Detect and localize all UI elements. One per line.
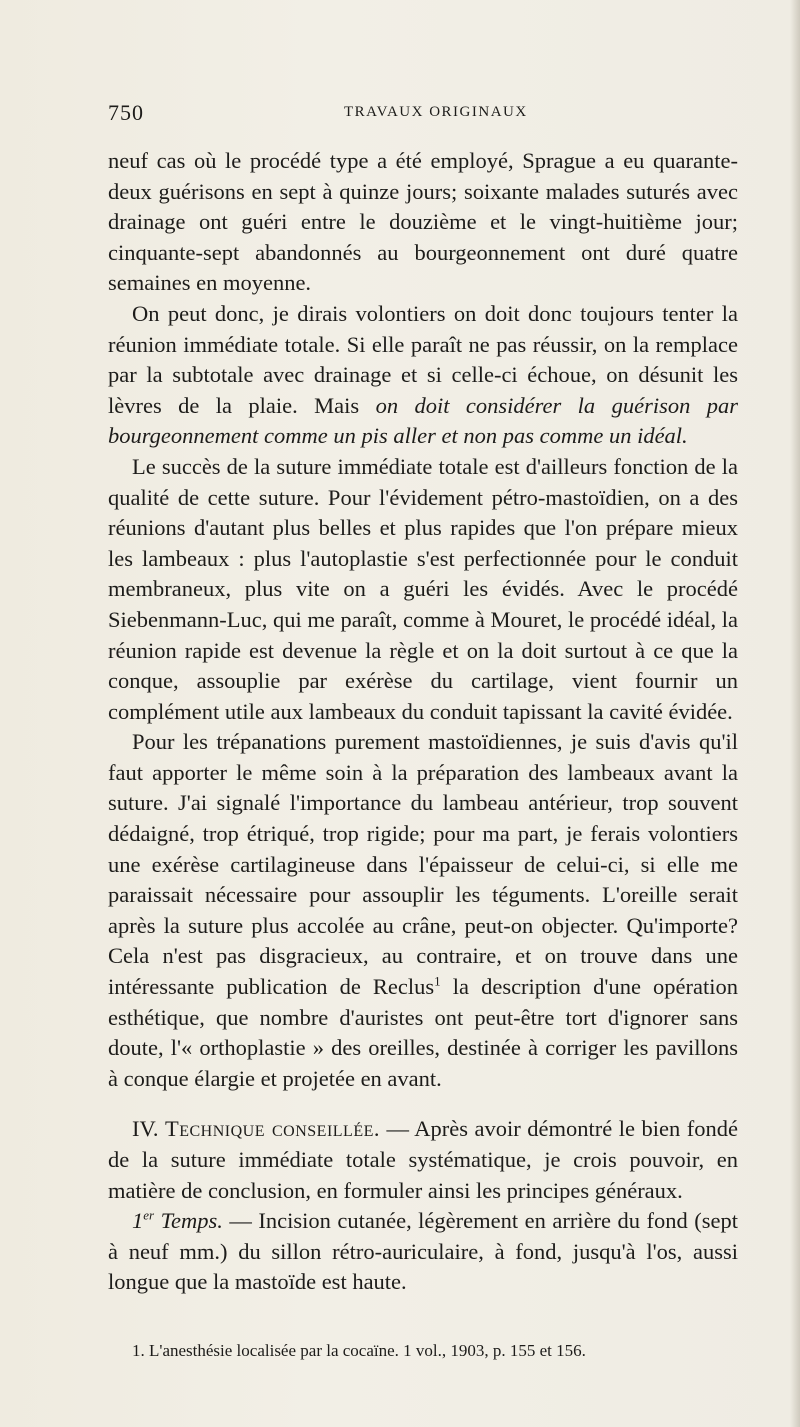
running-title: TRAVAUX ORIGINAUX — [344, 104, 528, 120]
page-edge-shadow — [790, 0, 800, 1427]
paragraph-2 — [108, 299, 738, 452]
page-number: 750 — [108, 100, 144, 125]
step-1 — [108, 1206, 738, 1298]
footnote-ref: 1 — [434, 973, 441, 989]
step-ordinal: er — [143, 1207, 155, 1223]
section-iv — [108, 1114, 738, 1206]
step-number: 1 — [132, 1208, 144, 1234]
paragraph-2-text: On peut donc, je dirais volontiers on doit donc toujours tenter la réunion immédiate totale. Si elle paraît ne pas réussir, on la remplace par la subtotale avec drainage et si celle-ci échoue, on désunit les lèvres de la plaie. Mais — [108, 300, 738, 418]
body-text — [108, 146, 738, 1298]
paragraph-1: neuf cas où le procédé type a été employé, Sprague a eu quarante-deux guérisons en sept à quinze jours; soixante malades suturés avec drainage ont guéri entre le douzième et le vingt-huitième jour; cinquante-sept abandonnés au bourgeonnement ont duré quatre semaines en moyenne. — [108, 148, 738, 296]
paragraph-2-emphasis: on doit considérer la guérison par bourgeonnement comme un pis aller et non pas comme un idéal. — [108, 392, 738, 449]
section-title: Technique conseillée. — [164, 1116, 381, 1142]
section-text: — Après avoir démontré le bien fondé de la suture immédiate totale systématique, je crois pouvoir, en matière de conclusion, en formuler ainsi les principes généraux. — [108, 1116, 738, 1203]
page-header — [108, 100, 740, 128]
paragraph-4-text-end: la description d'une opération esthétique, que nombre d'auristes ont peut-être tort d'ignorer sans doute, l'« orthoplastie » des oreilles, destinée à corriger les pavillons à conque élargie et projetée en avant. — [108, 974, 738, 1091]
paragraph-4 — [108, 727, 738, 1094]
footnote: 1. L'anesthésie localisée par la cocaïne. 1 vol., 1903, p. 155 et 156. — [132, 1341, 586, 1360]
step-text: — Incision cutanée, légèrement en arrière du fond (sept à neuf mm.) du sillon rétro-auriculaire, à fond, jusqu'à l'os, aussi longue que la mastoïde est haute. — [108, 1208, 738, 1295]
step-label: Temps. — [154, 1208, 223, 1234]
paragraph-4-text: Pour les trépanations purement mastoïdiennes, je suis d'avis qu'il faut apporter le même soin à la préparation des lambeaux avant la suture. J'ai signalé l'importance du lambeau antérieur, trop souvent dédaigné, trop étriqué, trop rigide; pour ma part, je ferais volontiers une exérèse cartilagineuse dans l'épaisseur de celui-ci, si elle me paraissait nécessaire pour assouplir les téguments. L'oreille serait après la suture plus accolée au crâne, peut-on objecter. Qu'importe? Cela n'est pas disgracieux, au contraire, et on trouve dans une intéressante publication de Reclus — [108, 729, 738, 1000]
paragraph-3: Le succès de la suture immédiate totale est d'ailleurs fonction de la qualité de cette suture. Pour l'évidement pétro-mastoïdien, on a des réunions d'autant plus belles et plus rapides que l'on prépare mieux les lambeaux : plus l'autoplastie s'est perfectionnée pour le conduit membraneux, plus vite on a guéri les évidés. Avec le procédé Siebenmann-Luc, qui me paraît, comme à Mouret, le procédé idéal, la réunion rapide est devenue la règle et on la doit surtout à ce que la conque, assouplie par exérèse du cartilage, vient fournir un complément utile aux lambeaux du conduit tapissant la cavité évidée. — [108, 453, 738, 724]
section-number: IV. — [132, 1116, 165, 1142]
